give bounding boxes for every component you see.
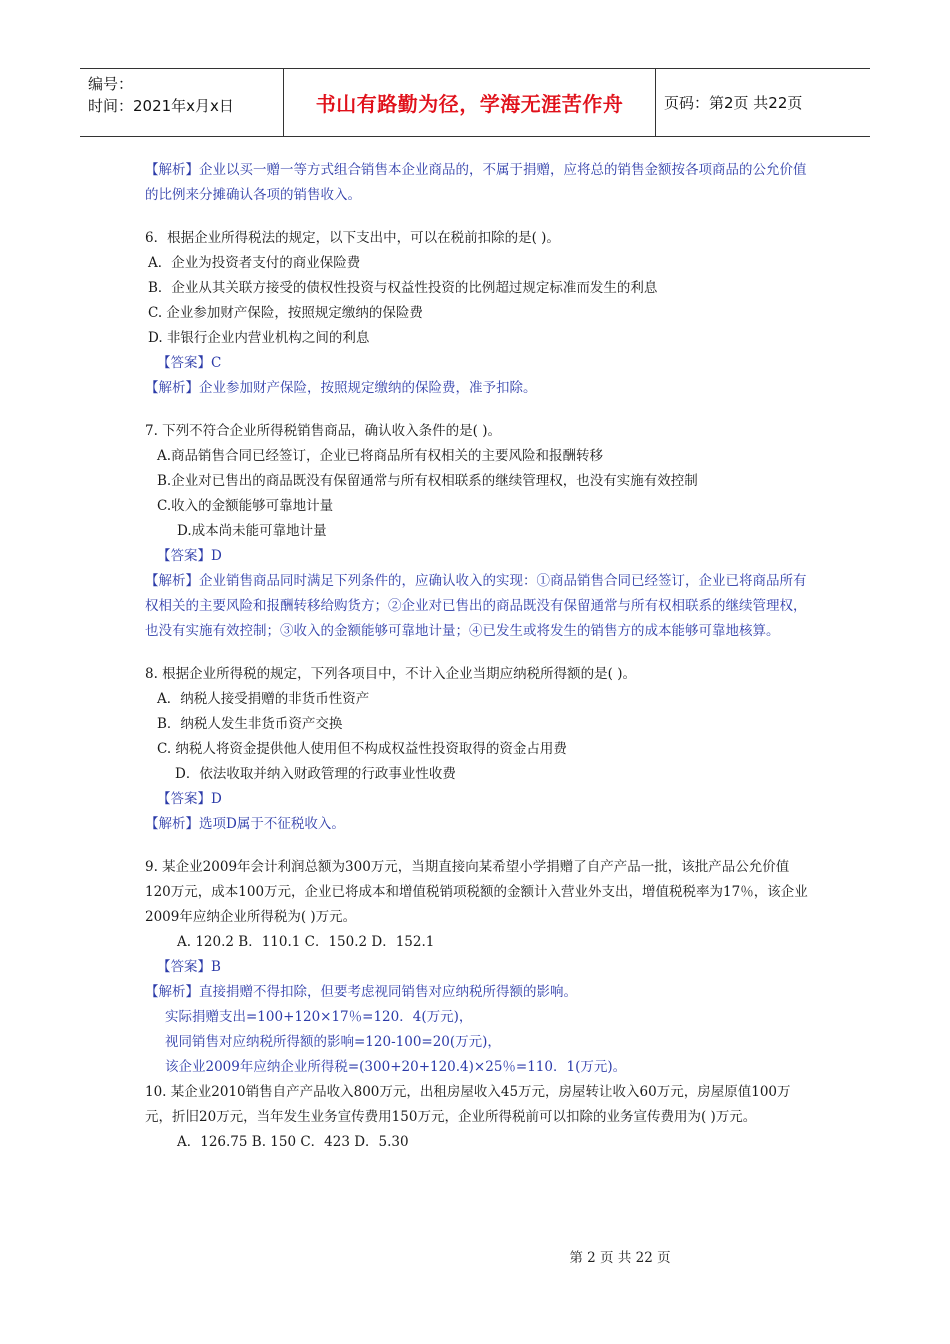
q6-option-b: B．企业从其关联方接受的债权性投资与权益性投资的比例超过规定标准而发生的利息 (148, 280, 658, 296)
q9-calc-line: 实际捐赠支出=100+120×17％=120．4(万元)， (165, 1009, 473, 1025)
q9-calc-line: 视同销售对应纳税所得额的影响=120-100=20(万元)， (165, 1034, 501, 1050)
q8-option-b: B．纳税人发生非货币资产交换 (157, 716, 343, 732)
q7-analysis: 【解析】企业销售商品同时满足下列条件的，应确认收入的实现：①商品销售合同已经签订，企业已将商品所有权相关的主要风险和报酬转移给购货方；②企业对已售出的商品既没有保留通常与所有权相联系的继续管理权，也没有实施有效控制；③收入的金额能够可靠地计量；④已发生或将发生的销售方的成本能够可靠地核算。 (145, 573, 807, 639)
q10-question: 10. 某企业2010销售自产产品收入800万元，出租房屋收入45万元，房屋转让收入60万元，房屋原值100万元，折旧20万元，当年发生业务宣传费用150万元，企业所得税前可以扣除的业务宣传费用为( )万元。 (145, 1084, 791, 1125)
q9-analysis: 【解析】直接捐赠不得扣除，但要考虑视同销售对应纳税所得额的影响。 (145, 984, 577, 1000)
document-date: 时间：2021年x月x日 (88, 97, 234, 115)
document-body (145, 158, 810, 1155)
q6-option-a: A．企业为投资者支付的商业保险费 (148, 255, 361, 271)
q7-question: 7. 下列不符合企业所得税销售商品，确认收入条件的是( )。 (145, 423, 501, 439)
q8-answer: 【答案】D (157, 791, 222, 807)
q8-option-a: A．纳税人接受捐赠的非货币性资产 (157, 691, 370, 707)
q6-answer: 【答案】C (157, 355, 222, 371)
q7-option-d: D.成本尚未能可靠地计量 (177, 523, 327, 539)
q7-answer: 【答案】D (157, 548, 222, 564)
q6-option-d: D. 非银行企业内营业机构之间的利息 (148, 330, 370, 346)
header-motto: 书山有路勤为径，学海无涯苦作舟 (315, 92, 624, 116)
q8-question: 8. 根据企业所得税的规定，下列各项目中，不计入企业当期应纳税所得额的是( )。 (145, 666, 636, 682)
q9-answer: 【答案】B (157, 959, 221, 975)
page-header (80, 68, 870, 137)
q8-option-d: D．依法收取并纳入财政管理的行政事业性收费 (175, 766, 456, 782)
q6-option-c: C. 企业参加财产保险，按照规定缴纳的保险费 (148, 305, 423, 321)
q7-option-a: A.商品销售合同已经签订，企业已将商品所有权相关的主要风险和报酬转移 (157, 448, 604, 464)
q6-question: 6．根据企业所得税法的规定，以下支出中，可以在税前扣除的是( )。 (145, 230, 560, 246)
q8-option-c: C. 纳税人将资金提供他人使用但不构成权益性投资取得的资金占用费 (157, 741, 567, 757)
q6-analysis: 【解析】企业参加财产保险，按照规定缴纳的保险费，准予扣除。 (145, 380, 537, 396)
q8-analysis: 【解析】选项D属于不征税收入。 (145, 816, 345, 832)
header-meta (80, 69, 283, 136)
header-motto-cell (283, 69, 656, 136)
header-page-code: 页码：第2页 共22页 (664, 94, 803, 112)
q9-options: A. 120.2 B．110.1 C．150.2 D．152.1 (177, 934, 435, 950)
q10-options: A．126.75 B. 150 C．423 D．5.30 (177, 1134, 409, 1150)
q9-calc-line: 该企业2009年应纳企业所得税=(300+20+120.4)×25％=110．1(万元)。 (165, 1059, 627, 1075)
page-footer: 第 2 页 共 22 页 (569, 1250, 671, 1266)
q7-option-b: B.企业对已售出的商品既没有保留通常与所有权相联系的继续管理权，也没有实施有效控制 (157, 473, 698, 489)
q9-question: 9. 某企业2009年会计利润总额为300万元，当期直接向某希望小学捐赠了自产产品一批，该批产品公允价值120万元，成本100万元，企业已将成本和增值税销项税额的金额计入营业外支出，增值税税率为17％，该企业2009年应纳企业所得税为( )万元。 (145, 859, 808, 925)
q5-analysis: 【解析】企业以买一赠一等方式组合销售本企业商品的，不属于捐赠，应将总的销售金额按各项商品的公允价值的比例来分摊确认各项的销售收入。 (145, 162, 807, 203)
q7-option-c: C.收入的金额能够可靠地计量 (157, 498, 334, 514)
document-number-label: 编号： (88, 75, 134, 93)
